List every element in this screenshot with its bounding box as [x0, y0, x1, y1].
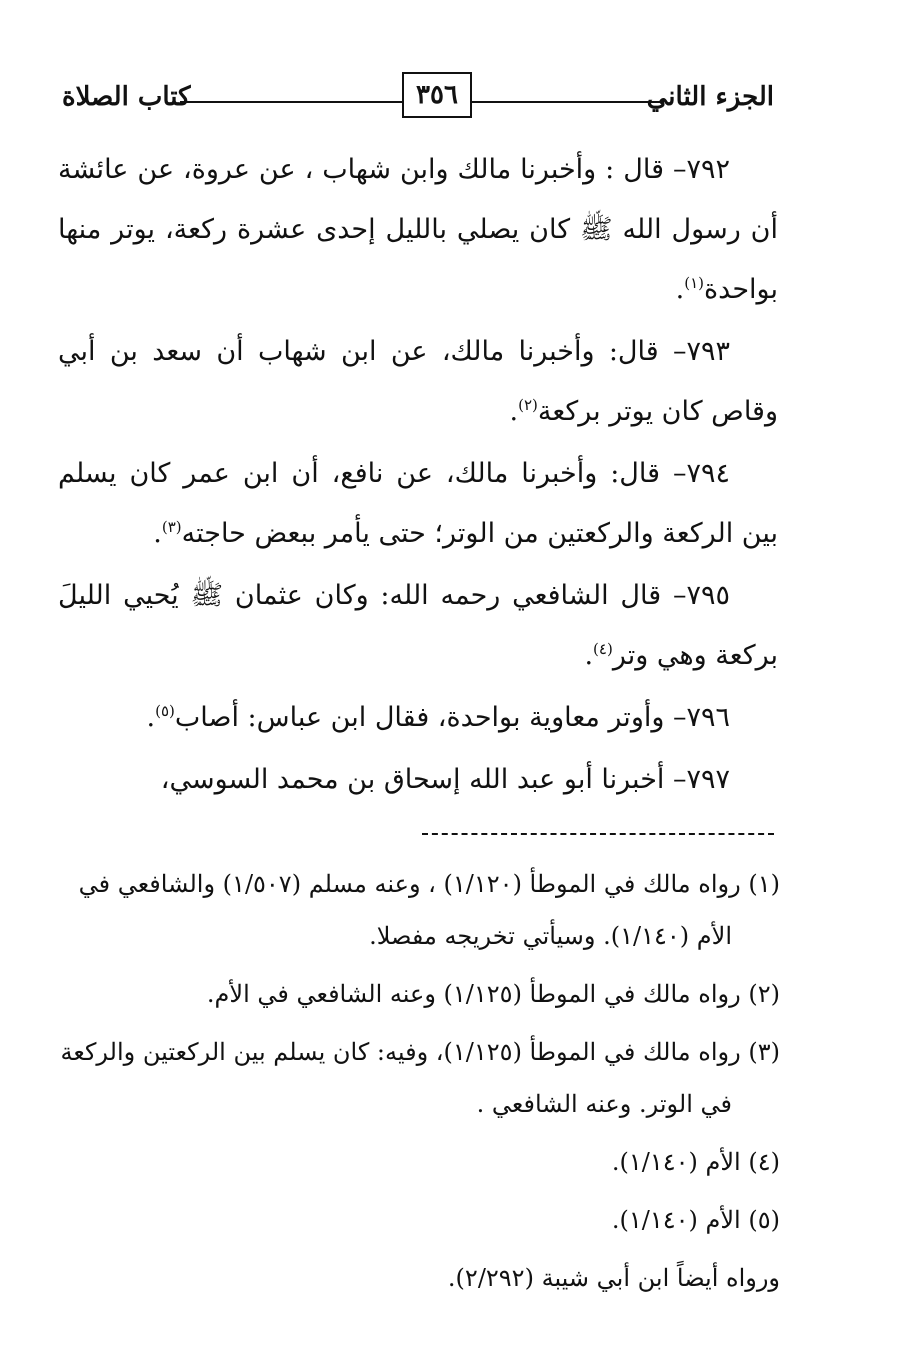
footnote-continuation: في الوتر. وعنه الشافعي .	[476, 1090, 732, 1118]
hadith-text: ٧٩٧– أخبرنا أبو عبد الله إسحاق بن محمد السوسي،	[160, 764, 730, 795]
footnote-continuation: الأم (١/١٤٠). وسيأتي تخريجه مفصلا.	[369, 922, 732, 950]
hadith-text: ٧٩٢– قال : وأخبرنا مالك وابن شهاب ، عن عروة، عن عائشة أن رسول الله ﷺ كان يصلي بالليل إحدى عشرة ركعة، يوتر منها بواحدة	[58, 154, 778, 305]
footnote-2	[58, 968, 780, 1020]
footnote-label: (٣)	[748, 1038, 780, 1066]
period: .	[509, 396, 519, 427]
hadith-794	[58, 444, 778, 564]
hadith-text: ٧٩٣– قال: وأخبرنا مالك، عن ابن شهاب أن سعد بن أبي وقاص كان يوتر بركعة	[58, 336, 778, 427]
hadith-796	[58, 688, 778, 748]
period: .	[153, 518, 162, 549]
footnote-ref[interactable]: (١)	[684, 274, 705, 292]
footnotes	[58, 858, 780, 1310]
footnote-1	[58, 858, 780, 962]
hadith-text: ٧٩٦– وأوتر معاوية بواحدة، فقال ابن عباس: أصاب	[174, 702, 730, 733]
hadith-text: ٧٩٥– قال الشافعي رحمه الله: وكان عثمان ﷺ يُحيي الليلَ بركعة وهي وتر	[58, 580, 778, 671]
footnote-separator	[422, 833, 774, 835]
hadith-793	[58, 322, 778, 442]
header-rule-left	[180, 101, 402, 103]
period: .	[675, 274, 685, 305]
footnote-label: (٤)	[748, 1148, 780, 1176]
footnote-text: ورواه أيضاً ابن أبي شيبة (٢/٢٩٢).	[447, 1264, 780, 1292]
footnote-label: (٥)	[748, 1206, 780, 1234]
volume-title: الجزء الثاني	[646, 82, 774, 112]
footnote-5-extra	[58, 1252, 780, 1304]
footnote-text: رواه مالك في الموطأ (١/١٢٠) ، وعنه مسلم (١/٥٠٧) والشافعي في	[78, 870, 741, 898]
hadith-797	[58, 750, 778, 810]
footnote-text: الأم (١/١٤٠).	[611, 1148, 741, 1176]
header-rule-right	[472, 101, 664, 103]
hadith-795	[58, 566, 778, 686]
footnote-3	[58, 1026, 780, 1130]
footnote-4	[58, 1136, 780, 1188]
hadith-text: ٧٩٤– قال: وأخبرنا مالك، عن نافع، أن ابن عمر كان يسلم بين الركعة والركعتين من الوتر؛ حتى يأمر ببعض حاجته	[58, 458, 778, 549]
footnote-text: رواه مالك في الموطأ (١/١٢٥) وعنه الشافعي في الأم.	[206, 980, 741, 1008]
footnote-5	[58, 1194, 780, 1246]
period: .	[584, 640, 594, 671]
footnote-text: الأم (١/١٤٠).	[611, 1206, 741, 1234]
footnote-ref[interactable]: (٥)	[155, 702, 175, 720]
page-number: ٣٥٦	[402, 72, 472, 118]
footnote-label: (١)	[748, 870, 780, 898]
hadith-792	[58, 140, 778, 320]
footnote-label: (٢)	[748, 980, 780, 1008]
footnote-ref[interactable]: (٣)	[161, 518, 182, 536]
footnote-text: رواه مالك في الموطأ (١/١٢٥)، وفيه: كان يسلم بين الركعتين والركعة	[60, 1038, 741, 1066]
book-title: كتاب الصلاة	[62, 82, 191, 112]
footnote-ref[interactable]: (٤)	[593, 640, 613, 658]
footnote-ref[interactable]: (٢)	[518, 396, 538, 414]
main-text	[58, 140, 778, 812]
period: .	[146, 702, 156, 733]
